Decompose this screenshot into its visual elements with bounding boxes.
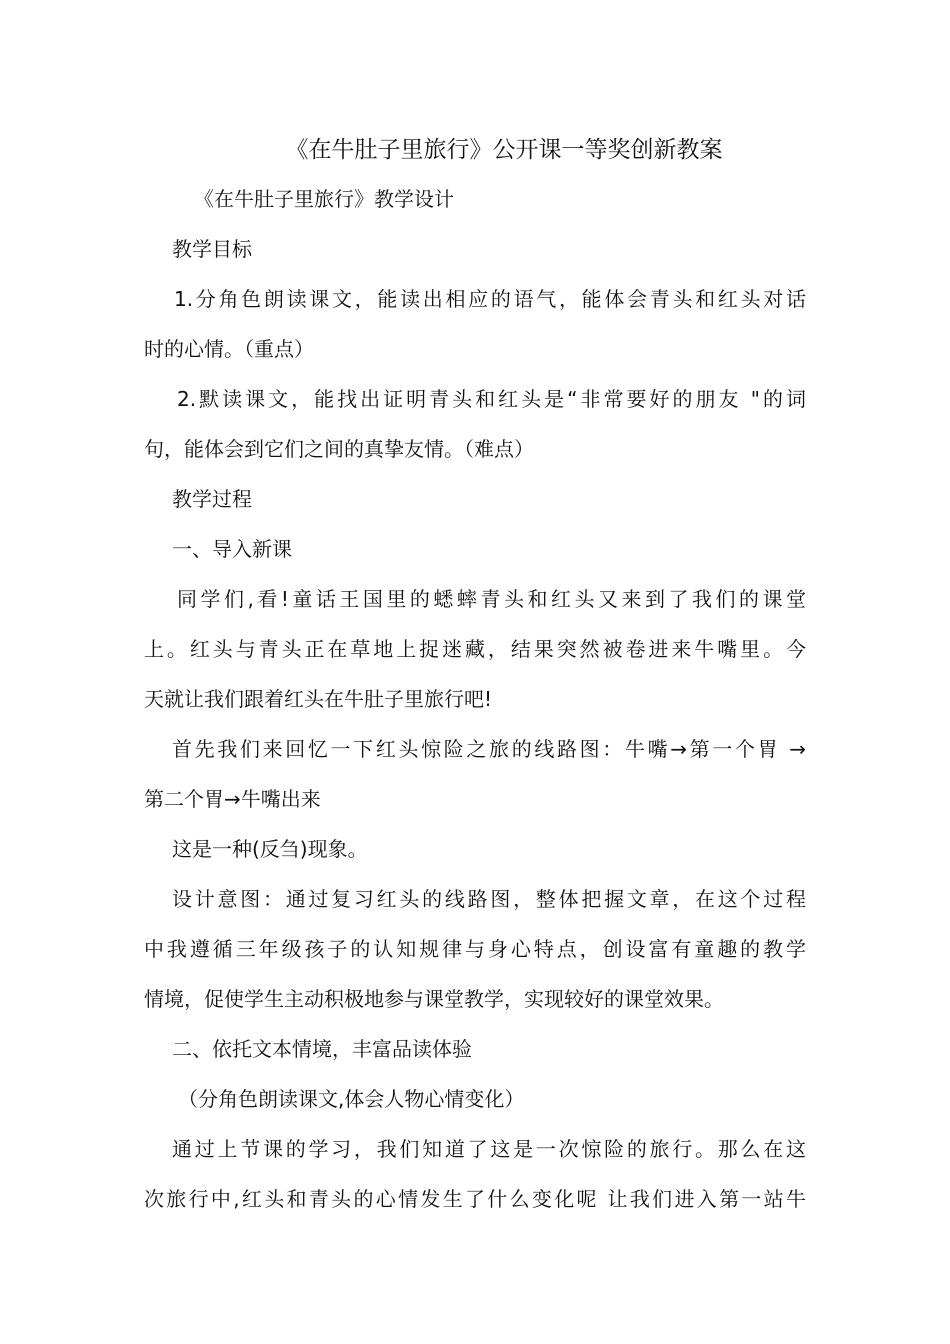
- paragraph-2-line-1: 首先我们来回忆一下红头惊险之旅的线路图：牛嘴→第一个胃 →: [172, 737, 806, 761]
- paragraph-1-line-1: 同学们,看!童话王国里的蟋蟀青头和红头又来到了我们的课堂: [177, 587, 806, 611]
- goal-1-line-1: 1.分角色朗读课文，能读出相应的语气，能体会青头和红头对话: [174, 287, 806, 311]
- goal-2-line-1: 2.默读课文，能找出证明青头和红头是“非常要好的朋友 "的词: [177, 387, 806, 411]
- paragraph-1-line-3: 天就让我们跟着红头在牛肚子里旅行吧!: [144, 687, 493, 711]
- design-intent-line-1: 设计意图：通过复习红头的线路图，整体把握文章，在这个过程: [172, 887, 806, 911]
- section-2-note: （分角色朗读课文,体会人物心情变化）: [178, 1087, 525, 1111]
- subtitle-line: 《在牛肚子里旅行》教学设计: [194, 187, 454, 211]
- design-intent-line-2: 中我遵循三年级孩子的认知规律与身心特点，创设富有童趣的教学: [144, 937, 806, 961]
- paragraph-2-line-2: 第二个胃→牛嘴出来: [144, 787, 321, 811]
- paragraph-4-line-2: 次旅行中,红头和青头的心情发生了什么变化呢 让我们进入第一站牛: [144, 1187, 806, 1211]
- heading-teaching-goals: 教学目标: [172, 237, 252, 261]
- section-2-heading: 二、依托文本情境，丰富品读体验: [172, 1037, 472, 1061]
- heading-teaching-process: 教学过程: [172, 487, 252, 511]
- paragraph-3: 这是一种(反刍)现象。: [172, 837, 368, 861]
- goal-2-line-2: 句，能体会到它们之间的真挚友情。（难点）: [144, 437, 534, 461]
- goal-1-line-2: 时的心情。（重点）: [144, 337, 314, 361]
- paragraph-1-line-2: 上。红头与青头正在草地上捉迷藏，结果突然被卷进来牛嘴里。今: [144, 637, 806, 661]
- design-intent-line-3: 情境，促使学生主动积极地参与课堂教学，实现较好的课堂效果。: [144, 987, 724, 1011]
- document-title: 《在牛肚子里旅行》公开课一等奖创新教案: [285, 137, 723, 163]
- section-1-heading: 一、导入新课: [172, 537, 292, 561]
- paragraph-4-line-1: 通过上节课的学习，我们知道了这是一次惊险的旅行。那么在这: [172, 1137, 806, 1161]
